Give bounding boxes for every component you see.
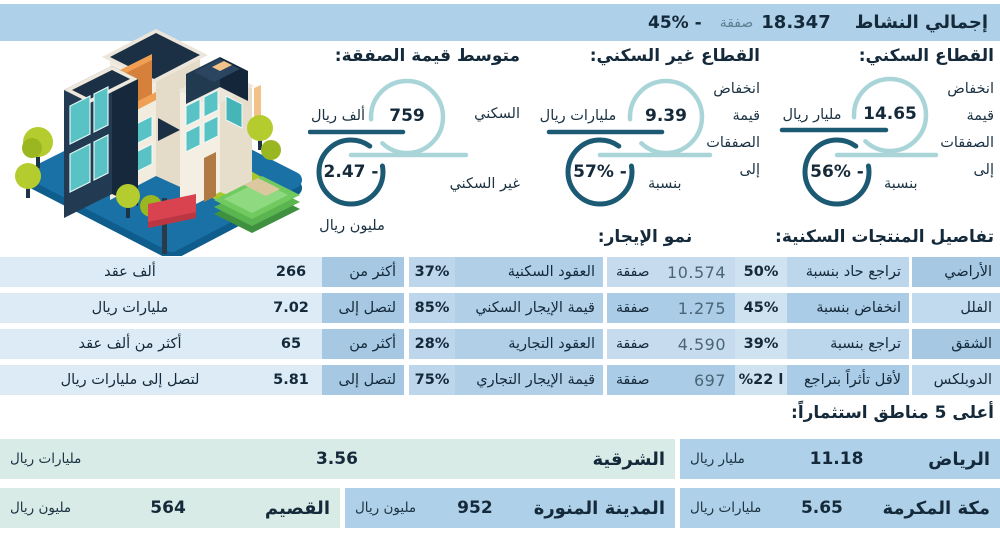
region-value: 3.56	[315, 449, 358, 469]
avg-nonresidential-label: غير السكني	[449, 176, 520, 192]
product-label: الشقق	[912, 329, 1000, 359]
data-table	[0, 257, 1000, 401]
region-name: المدينة المنورة	[533, 497, 665, 519]
rental-pct: 37%	[407, 257, 455, 287]
building-illustration	[8, 0, 308, 256]
residential-sector-title: القطاع السكني:	[858, 46, 994, 66]
region-name: الرياض	[928, 448, 990, 470]
nonresidential-value-unit: مليارات ريال	[539, 108, 617, 124]
table-row	[0, 293, 1000, 323]
region-sharqiya	[0, 439, 675, 479]
residential-value: 14.65	[863, 104, 917, 124]
region-value: 11.18	[809, 449, 864, 469]
region-value: 5.65	[800, 498, 843, 518]
avg-nonresidential-unit: مليون ريال	[319, 218, 385, 234]
region-madinah	[345, 488, 675, 528]
rental-amount: 266	[275, 264, 307, 280]
region-value: 952	[457, 498, 493, 518]
region-name: مكة المكرمة	[882, 497, 990, 519]
rental-amount: 5.81	[273, 372, 309, 388]
deals-unit: صفقة	[616, 264, 650, 280]
avg-residential-label: السكني	[474, 106, 520, 122]
region-qassim	[0, 488, 340, 528]
deals-unit: صفقة	[616, 300, 650, 316]
region-name: الشرقية	[592, 448, 665, 470]
table-row	[0, 365, 1000, 395]
deals-unit: صفقة	[616, 336, 650, 352]
table-row	[0, 257, 1000, 287]
product-label: الفلل	[912, 293, 1000, 323]
nonresidential-pct-label: بنسبة	[648, 176, 682, 192]
product-label: الأراضي	[912, 257, 1000, 287]
regions-title: أعلى 5 مناطق استثماراً:	[791, 403, 994, 423]
rental-pct: 28%	[407, 329, 455, 359]
region-value: 564	[150, 498, 186, 518]
average-deal-title: متوسط قيمة الصفقة:	[334, 46, 520, 66]
residential-value-unit: مليار ريال	[782, 107, 842, 123]
banner-unit: صفقة	[719, 14, 754, 31]
region-riyadh	[680, 439, 1000, 479]
table-row	[0, 329, 1000, 359]
rental-qualifier: أكثر من	[322, 257, 404, 287]
nonresidential-pct: - 57%	[573, 162, 627, 182]
rental-label: العقود السكنية	[455, 257, 603, 287]
product-pct: 45%	[735, 293, 787, 323]
rental-amount-unit: لتصل إلى مليارات ريال	[60, 372, 200, 388]
rental-qualifier: لتصل إلى	[322, 365, 404, 395]
product-desc: انخفاض بنسبة	[787, 293, 909, 323]
rental-pct: 75%	[407, 365, 455, 395]
product-desc: لأقل تأثراً بتراجع	[787, 365, 909, 395]
avg-nonresidential-value: - 2.47	[323, 162, 379, 182]
deals-cell	[607, 257, 735, 287]
nonresidential-side-text: انخفاض قيمة الصفقات إلى	[706, 81, 760, 178]
product-desc: تراجع بنسبة	[787, 329, 909, 359]
banner-title: إجمالي النشاط	[854, 12, 988, 33]
nonresidential-sector-title: القطاع غير السكني:	[589, 46, 760, 66]
deals-count: 10.574	[667, 262, 726, 282]
product-desc: تراجع حاد بنسبة	[787, 257, 909, 287]
nonresidential-rings	[545, 70, 715, 220]
product-pct: ا 22%	[735, 365, 787, 395]
residential-pct: - 56%	[810, 162, 864, 182]
region-unit: مليون ريال	[355, 500, 417, 516]
rental-label: قيمة الإيجار السكني	[455, 293, 603, 323]
rental-amount: 65	[280, 336, 302, 352]
rental-qualifier: لتصل إلى	[322, 293, 404, 323]
residential-rings	[778, 70, 943, 220]
deals-count: 1.275	[677, 298, 726, 318]
region-unit: مليارات ريال	[690, 500, 762, 516]
avg-residential-unit: ألف ريال	[310, 108, 366, 124]
product-label: الدوبلكس	[912, 365, 1000, 395]
residential-side-text: انخفاض قيمة الصفقات إلى	[940, 81, 994, 178]
rental-qualifier: أكثر من	[322, 329, 404, 359]
banner-value: 18.347	[761, 12, 831, 33]
rental-pct: 85%	[407, 293, 455, 323]
residential-pct-label: بنسبة	[884, 176, 918, 192]
rental-amount-unit: مليارات ريال	[91, 300, 169, 316]
products-table-title: تفاصيل المنتجات السكنية:	[775, 227, 994, 247]
nonresidential-value: 9.39	[645, 106, 687, 126]
banner-change: - 45%	[648, 12, 702, 33]
rental-growth-title: نمو الإيجار:	[597, 227, 693, 247]
deals-cell	[607, 293, 735, 323]
deals-count: 4.590	[677, 334, 726, 354]
region-unit: مليارات ريال	[10, 451, 82, 467]
rental-amount: 7.02	[273, 300, 309, 316]
deals-cell	[607, 365, 735, 395]
region-name: القصيم	[264, 497, 330, 519]
rental-label: قيمة الإيجار التجاري	[455, 365, 603, 395]
rental-amount-unit: أكثر من ألف عقد	[78, 336, 182, 352]
rental-label: العقود التجارية	[455, 329, 603, 359]
deals-unit: صفقة	[616, 372, 650, 388]
product-pct: 39%	[735, 329, 787, 359]
region-unit: مليار ريال	[690, 451, 745, 467]
region-unit: مليون ريال	[10, 500, 72, 516]
deals-count: 697	[693, 370, 726, 390]
region-makkah	[680, 488, 1000, 528]
deals-cell	[607, 329, 735, 359]
rental-amount-unit: ألف عقد	[104, 264, 156, 280]
average-deal-rings	[308, 70, 473, 220]
product-pct: 50%	[735, 257, 787, 287]
avg-residential-value: 759	[389, 106, 425, 126]
